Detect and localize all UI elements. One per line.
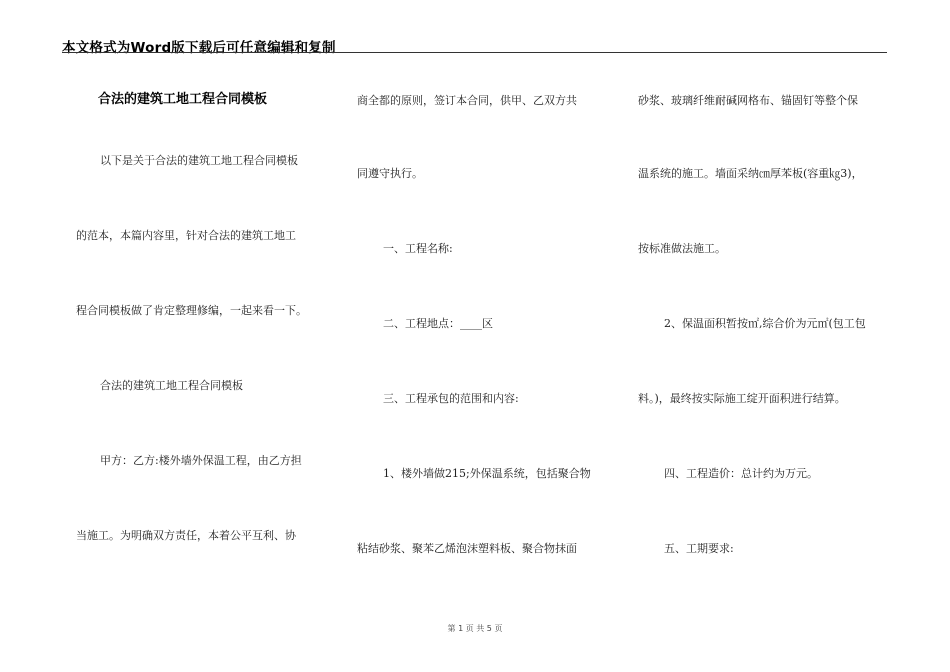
paragraph-line: 砂浆、玻璃纤维耐碱网格布、锚固钉等整个保: [638, 94, 858, 107]
paragraph-line: 按标准做法施工。: [638, 242, 726, 255]
document-header: 本文格式为Word版下载后可任意编辑和复制: [62, 40, 336, 56]
paragraph-line: 合法的建筑工地工程合同模板: [100, 379, 243, 392]
paragraph-line: 当施工。为明确双方责任，本着公平互利、协: [76, 529, 296, 542]
section-heading: 五、工期要求:: [664, 542, 734, 555]
doc-title: 合法的建筑工地工程合同模板: [98, 92, 268, 107]
paragraph-line: 料。)，最终按实际施工绽开面积进行结算。: [638, 392, 846, 405]
paragraph-line: 粘结砂浆、聚苯乙烯泡沫塑料板、聚合物抹面: [357, 542, 577, 555]
paragraph-line: 商全都的原则，签订本合同，供甲、乙双方共: [357, 94, 577, 107]
text-column-2: [357, 0, 607, 640]
text-column-1: [76, 0, 326, 640]
paragraph-line: 程合同模板做了肯定整理修编，一起来看一下。: [76, 304, 307, 317]
paragraph-line: 1、楼外墙做215;外保温系统，包括聚合物: [383, 467, 591, 480]
paragraph-line: 甲方：乙方:楼外墙外保温工程，由乙方担: [100, 454, 302, 467]
section-heading: 一、工程名称:: [383, 242, 453, 255]
paragraph-line: 的范本，本篇内容里，针对合法的建筑工地工: [76, 229, 296, 242]
paragraph-line: 以下是关于合法的建筑工地工程合同模板: [100, 154, 298, 167]
paragraph-line: 同遵守执行。: [357, 167, 423, 180]
paragraph-line: 温系统的施工。墙面采纳㎝厚苯板(容重㎏3)，: [638, 167, 863, 180]
section-heading: 四、工程造价：总计约为万元。: [664, 467, 818, 480]
section-heading: 二、工程地点：____区: [383, 317, 493, 330]
page-number: 第 1 页 共 5 页: [447, 624, 503, 633]
section-heading: 三、工程承包的范围和内容:: [383, 392, 519, 405]
text-column-3: [638, 0, 888, 640]
paragraph-line: 2、保温面积暂按㎡,综合价为元㎡(包工包: [664, 317, 866, 330]
